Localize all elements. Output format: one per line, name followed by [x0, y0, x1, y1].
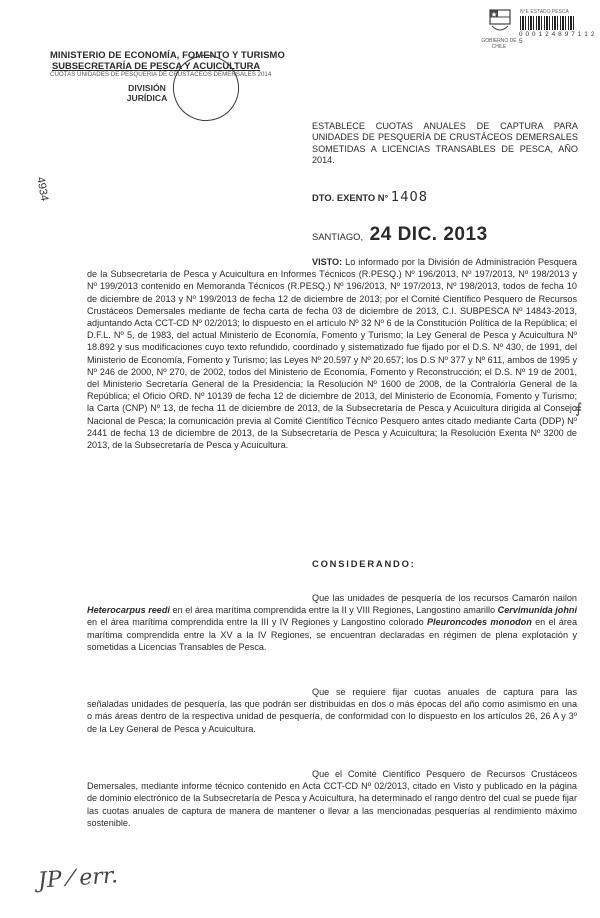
decree-number: 1408	[390, 190, 429, 205]
decree-label: DTO. EXENTO N°	[312, 192, 389, 203]
decree-date: 24 DIC. 2013	[369, 224, 488, 245]
government-crest-icon	[488, 8, 512, 36]
decree-number-line	[312, 190, 428, 205]
decree-date-line	[312, 224, 488, 246]
visto-paragraph	[87, 256, 577, 451]
considerando-paragraph-3: Que el Comité Científico Pesquero de Recursos Crustáceos Demersales, mediante informe técnico contenido en Acta CCT-CD Nº 02/2013, citado en Visto y publicado en la página de dominio electrónico de la Subsecretaría de Pesca y Acuicultura, ha determinado el rango dentro del cual se puede fijar las cuotas anuales de captura de manera de mantener o llevar a las mencionadas pesquerías al rendimiento máximo sostenible.	[87, 769, 577, 828]
decree-city: SANTIAGO,	[312, 231, 364, 242]
visto-label: VISTO:	[312, 257, 343, 267]
juridica-stamp-text: DIVISIÓN JURÍDICA	[126, 83, 168, 103]
handwritten-initials: JP ⁄ err.	[37, 863, 119, 894]
subsecretaria-name: SUBSECRETARÍA DE PESCA Y ACUICULTURA	[52, 60, 261, 71]
barcode-number: 0 0 0 1 2 4 8 9 7 1 1 2 5	[519, 31, 595, 45]
species-cervimunida: Cervimunida johni	[497, 605, 577, 616]
visto-text: Lo informado por la División de Administración Pesquera de la Subsecretaría de Pesca y Acuicultura en Informes Técnicos (R.PESQ.) Nº 196/2013, Nº 197/2013, Nº 198/2013 y Nº 199/2013 contenido en Memoranda Técnicos (R.PESQ.) Nº 196/2013, Nº 197/2013, Nº 198/2013, todos de fecha 10 de diciembre de 2013 y Nº 199/2013 de fecha 12 de diciembre de 2013; por el Comité Científico Pesquero de Recursos Crustáceos Demersales mediante de fecha carta de fecha 03 de diciembre de 2013, C.I. SUBPESCA Nº 14843-2013, adjuntando Acta CCT-CD Nº 02/2013; lo dispuesto en el artículo Nº 32 Nº 6 de la Constitución Política de la República; el D.F.L. Nº 5, de 1983, del actual Ministerio de Economía, Fomento y Turismo; la Ley General de Pesca y Acuicultura Nº 18.892 y sus modificaciones cuyo texto refundido, coordinado y sistematizado fue fijado por el D.S. Nº 430, de 1991, del Ministerio de Economía, Fomento y Turismo; las Leyes Nº 20.597 y Nº 20.657; los D.S Nº 377 y Nº 611, ambos de 1995 y Nº 246 de 2000, Nº 270, de 2002, todos del Ministerio de Economía, Fomento y Reconstrucción; el D.S. Nº 19 de 2001, del Ministerio Secretaría General de la Presidencia; la Resolución Nº 1600 de 2008, de la Contraloría General de la República; el Oficio ORD. Nº 10139 de fecha 12 de diciembre de 2013, del Ministerio de Economía, Fomento y Turismo; la Carta (CNP) Nº 13, de fecha 11 de diciembre de 2013, de la Subsecretaría de Pesca y Acuicultura dirigida al Consejo Nacional de Pesca; la comunicación previa al Comité Científico Técnico Pesquero antes citado mediante Carta (DDP) Nº 2441 de fecha 13 de diciembre de 2013, de la Subsecretaría de Pesca y Acuicultura; la Resolución Exenta Nº 3200 de 2013, de la Subsecretaría de Pesca y Acuicultura.	[87, 257, 577, 451]
species-heterocarpus: Heterocarpus reedi	[87, 605, 170, 616]
top-code: N°E ESTADO PESCA	[520, 9, 569, 15]
margin-handwritten-mark: ⨎	[575, 400, 583, 416]
crest-label: GOBIERNO DE CHILE	[481, 38, 517, 50]
reference-line: CUOTAS UNIDADES DE PESQUERÍA DE CRUSTÁCEOS DEMERSALES 2014	[50, 71, 272, 78]
margin-handwritten-number: 4934	[34, 175, 51, 203]
species-pleuroncodes: Pleuroncodes monodon	[426, 617, 532, 628]
considerando-heading: CONSIDERANDO:	[312, 558, 416, 569]
document-title: ESTABLECE CUOTAS ANUALES DE CAPTURA PARA UNIDADES DE PESQUERÍA DE CRUSTÁCEOS DEMERSALES SOMETIDAS A LICENCIAS TRANSABLES DE PESCA, AÑO 2014.	[312, 121, 578, 166]
barcode	[520, 16, 576, 30]
considerando-paragraph-1: Que las unidades de pesquería de los recursos Camarón nailon Heterocarpus reedi en el área marítima comprendida entre la II y VIII Regiones, Langostino amarillo Cervimunida johni en el área marítima comprendida entre la III y IV Regiones y Langostino colorado Pleuroncodes monodon en el área marítima comprendida entre la XV a la IV Regiones, se encuentran declaradas en régimen de plena explotación y sometidas a Licencias Transables de Pesca.	[87, 593, 577, 652]
considerando-paragraph-2: Que se requiere fijar cuotas anuales de captura para las señaladas unidades de pesquería, las que podrán ser distribuidas en dos o más épocas del año como asimismo en una o más áreas dentro de la respectiva unidad de pesquería, de conformidad con lo dispuesto en los artículos 26, 26 A y 3º de la Ley General de Pesca y Acuicultura.	[87, 687, 577, 734]
ministry-name: MINISTERIO DE ECONOMÍA, FOMENTO Y TURISMO	[50, 49, 285, 60]
